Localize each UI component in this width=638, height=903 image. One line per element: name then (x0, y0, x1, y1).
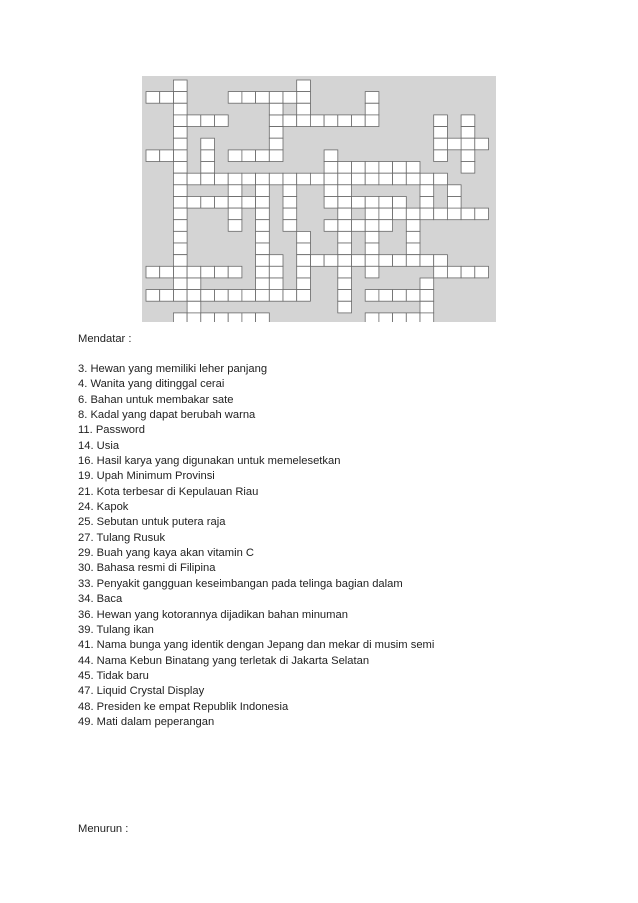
grid-cell (338, 255, 352, 267)
grid-cell (283, 197, 297, 209)
grid-cell (352, 220, 366, 232)
grid-cell (215, 173, 229, 185)
grid-cell (420, 290, 434, 302)
grid-cell (201, 115, 215, 127)
grid-cell (434, 255, 448, 267)
grid-cell (406, 290, 420, 302)
grid-cell (283, 290, 297, 302)
grid-cell (406, 231, 420, 243)
grid-cell (420, 313, 434, 322)
grid-cell (173, 313, 187, 322)
grid-cell (406, 243, 420, 255)
grid-cell (283, 208, 297, 220)
grid-cell (447, 208, 461, 220)
grid-cell (365, 231, 379, 243)
down-heading: Menurun : (78, 823, 129, 835)
grid-cell (269, 173, 283, 185)
grid-cell (187, 301, 201, 313)
across-clue-list (78, 362, 434, 730)
grid-cell (338, 185, 352, 197)
grid-cell (420, 197, 434, 209)
grid-cell (434, 138, 448, 150)
grid-cell (324, 197, 338, 209)
grid-cell (269, 103, 283, 115)
grid-cell (187, 266, 201, 278)
grid-cell (379, 290, 393, 302)
grid-cell (160, 266, 174, 278)
grid-cell (338, 290, 352, 302)
grid-cell (420, 208, 434, 220)
grid-cell (187, 197, 201, 209)
grid-cell (173, 255, 187, 267)
grid-cell (338, 173, 352, 185)
across-clue: 19. Upah Minimum Provinsi (78, 470, 215, 483)
grid-cell (173, 115, 187, 127)
grid-cell (228, 92, 242, 104)
grid-cell (324, 185, 338, 197)
grid-cell (173, 220, 187, 232)
across-clue: 49. Mati dalam peperangan (78, 715, 215, 728)
grid-cell (256, 173, 270, 185)
grid-cell (461, 127, 475, 139)
across-clue: 11. Password (78, 424, 145, 437)
grid-cell (352, 255, 366, 267)
grid-cell (338, 197, 352, 209)
grid-cell (283, 115, 297, 127)
grid-cell (310, 173, 324, 185)
grid-cell (338, 162, 352, 174)
grid-cell (283, 92, 297, 104)
grid-cell (201, 173, 215, 185)
grid-cell (146, 150, 160, 162)
grid-cell (256, 243, 270, 255)
grid-cell (475, 208, 489, 220)
grid-cell (324, 173, 338, 185)
across-heading: Mendatar : (78, 333, 132, 345)
grid-cell (228, 173, 242, 185)
grid-cell (324, 220, 338, 232)
grid-cell (173, 138, 187, 150)
grid-cell (173, 162, 187, 174)
grid-cell (365, 208, 379, 220)
grid-cell (365, 197, 379, 209)
grid-cell (406, 255, 420, 267)
grid-cell (269, 115, 283, 127)
grid-cell (187, 173, 201, 185)
across-clue: 3. Hewan yang memiliki leher panjang (78, 363, 268, 375)
grid-cell (228, 266, 242, 278)
grid-cell (338, 301, 352, 313)
grid-cell (269, 150, 283, 162)
grid-cell (146, 266, 160, 278)
grid-cell (420, 301, 434, 313)
grid-cell (228, 150, 242, 162)
grid-cell (352, 115, 366, 127)
across-clue: 14. Usia (78, 439, 120, 452)
grid-cell (420, 185, 434, 197)
grid-cell (173, 231, 187, 243)
grid-cell (324, 162, 338, 174)
grid-cell (447, 138, 461, 150)
grid-cell (338, 278, 352, 290)
grid-cell (461, 266, 475, 278)
grid-cell (269, 92, 283, 104)
grid-cell (434, 208, 448, 220)
grid-cell (338, 208, 352, 220)
across-clue: 34. Baca (78, 593, 123, 606)
grid-cell (434, 173, 448, 185)
grid-cell (256, 278, 270, 290)
grid-cell (338, 231, 352, 243)
grid-cell (420, 173, 434, 185)
grid-cell (393, 290, 407, 302)
grid-cell (242, 313, 256, 322)
grid-cell (256, 150, 270, 162)
grid-cell (256, 266, 270, 278)
across-clue: 41. Nama bunga yang identik dengan Jepang dan mekar di musim semi (78, 639, 435, 652)
grid-cell (447, 266, 461, 278)
grid-cell (365, 115, 379, 127)
across-clue: 29. Buah yang kaya akan vitamin C (78, 547, 254, 560)
grid-cell (379, 162, 393, 174)
across-clue: 47. Liquid Crystal Display (78, 685, 205, 698)
grid-cell (406, 162, 420, 174)
crossword-grid (142, 76, 496, 322)
grid-cell (187, 115, 201, 127)
across-clue: 6. Bahan untuk membakar sate (78, 393, 234, 406)
grid-cell (420, 278, 434, 290)
grid-cell (297, 231, 311, 243)
grid-cell (201, 197, 215, 209)
grid-cell (406, 220, 420, 232)
across-clue: 21. Kota terbesar di Kepulauan Riau (78, 485, 259, 498)
grid-cell (256, 208, 270, 220)
grid-cell (310, 255, 324, 267)
across-clue: 33. Penyakit gangguan keseimbangan pada telinga bagian dalam (78, 577, 403, 590)
grid-cell (297, 115, 311, 127)
grid-cell (201, 162, 215, 174)
grid-cell (173, 185, 187, 197)
grid-cell (228, 208, 242, 220)
across-clue: 30. Bahasa resmi di Filipina (78, 562, 216, 575)
grid-cell (352, 173, 366, 185)
grid-cell (201, 290, 215, 302)
grid-cell (173, 243, 187, 255)
across-clue: 45. Tidak baru (78, 669, 149, 682)
grid-cell (256, 313, 270, 322)
grid-cell (475, 266, 489, 278)
grid-cell (256, 255, 270, 267)
grid-cell (297, 173, 311, 185)
grid-cell (256, 197, 270, 209)
grid-cell (447, 197, 461, 209)
grid-cell (461, 162, 475, 174)
grid-cell (256, 92, 270, 104)
grid-cell (365, 243, 379, 255)
grid-cell (187, 313, 201, 322)
grid-cell (215, 290, 229, 302)
grid-cell (447, 185, 461, 197)
grid-cell (256, 220, 270, 232)
grid-cell (269, 255, 283, 267)
grid-cell (434, 127, 448, 139)
grid-cell (461, 115, 475, 127)
across-clue: 8. Kadal yang dapat berubah warna (78, 409, 256, 422)
grid-cell (338, 266, 352, 278)
grid-cell (173, 266, 187, 278)
grid-cell (269, 266, 283, 278)
grid-cell (283, 220, 297, 232)
grid-cell (352, 162, 366, 174)
grid-cell (173, 278, 187, 290)
grid-cell (201, 150, 215, 162)
grid-cell (420, 255, 434, 267)
grid-cell (146, 92, 160, 104)
grid-cell (338, 115, 352, 127)
grid-cell (242, 173, 256, 185)
grid-cell (160, 92, 174, 104)
grid-cell (269, 278, 283, 290)
grid-cell (406, 208, 420, 220)
grid-cell (187, 278, 201, 290)
across-clue: 27. Tulang Rusuk (78, 531, 166, 544)
grid-cell (297, 103, 311, 115)
grid-cell (173, 173, 187, 185)
grid-cell (173, 290, 187, 302)
grid-cell (269, 290, 283, 302)
grid-cell (173, 80, 187, 92)
grid-cell (324, 150, 338, 162)
across-clue: 44. Nama Kebun Binatang yang terletak di Jakarta Selatan (78, 654, 370, 667)
grid-cell (215, 197, 229, 209)
grid-cell (297, 290, 311, 302)
grid-cell (228, 290, 242, 302)
grid-cell (393, 162, 407, 174)
grid-cell (379, 173, 393, 185)
grid-cell (146, 290, 160, 302)
grid-cell (173, 208, 187, 220)
grid-cell (379, 255, 393, 267)
across-clue: 16. Hasil karya yang digunakan untuk memelesetkan (78, 455, 341, 468)
across-clue: 4. Wanita yang ditinggal cerai (78, 378, 225, 391)
grid-cell (338, 243, 352, 255)
grid-cell (475, 138, 489, 150)
grid-cell (228, 197, 242, 209)
grid-cell (242, 290, 256, 302)
grid-cell (242, 150, 256, 162)
grid-cell (406, 313, 420, 322)
grid-cell (173, 103, 187, 115)
grid-cell (310, 115, 324, 127)
grid-cell (365, 103, 379, 115)
grid-cell (173, 92, 187, 104)
grid-cell (434, 150, 448, 162)
grid-cell (365, 266, 379, 278)
grid-cell (379, 208, 393, 220)
grid-cell (365, 290, 379, 302)
grid-cell (352, 197, 366, 209)
across-clue: 36. Hewan yang kotorannya dijadikan bahan minuman (78, 608, 348, 621)
across-clue: 24. Kapok (78, 501, 129, 514)
grid-cell (297, 80, 311, 92)
grid-cell (393, 255, 407, 267)
grid-cell (297, 266, 311, 278)
grid-cell (228, 313, 242, 322)
grid-cell (406, 173, 420, 185)
grid-cell (297, 92, 311, 104)
grid-cell (160, 150, 174, 162)
across-clue: 48. Presiden ke empat Republik Indonesia (78, 700, 289, 713)
grid-cell (393, 197, 407, 209)
grid-cell (461, 208, 475, 220)
grid-cell (215, 313, 229, 322)
grid-cell (256, 185, 270, 197)
grid-cell (393, 313, 407, 322)
grid-cell (338, 220, 352, 232)
grid-cell (173, 197, 187, 209)
grid-cell (201, 138, 215, 150)
grid-cell (269, 138, 283, 150)
grid-cell (242, 197, 256, 209)
grid-cell (283, 173, 297, 185)
grid-cell (201, 313, 215, 322)
grid-cell (215, 266, 229, 278)
grid-cell (228, 185, 242, 197)
grid-cell (160, 290, 174, 302)
grid-cell (187, 290, 201, 302)
grid-cell (365, 255, 379, 267)
grid-cell (256, 231, 270, 243)
grid-cell (297, 243, 311, 255)
grid-cell (256, 290, 270, 302)
grid-cell (461, 150, 475, 162)
grid-cell (379, 197, 393, 209)
across-clue: 39. Tulang ikan (78, 623, 154, 636)
across-clue: 25. Sebutan untuk putera raja (78, 516, 226, 529)
grid-cell (324, 115, 338, 127)
grid-cell (173, 127, 187, 139)
grid-cell (297, 278, 311, 290)
grid-cell (201, 266, 215, 278)
grid-cell (365, 173, 379, 185)
grid-cell (393, 208, 407, 220)
grid-cell (173, 150, 187, 162)
grid-cell (242, 92, 256, 104)
grid-cell (379, 313, 393, 322)
grid-cell (215, 115, 229, 127)
grid-cell (365, 220, 379, 232)
grid-cell (393, 173, 407, 185)
grid-cell (324, 255, 338, 267)
grid-cell (365, 92, 379, 104)
grid-cell (379, 220, 393, 232)
grid-cell (297, 255, 311, 267)
grid-cell (269, 127, 283, 139)
grid-cell (365, 313, 379, 322)
grid-cell (228, 220, 242, 232)
grid-cell (434, 115, 448, 127)
grid-cell (461, 138, 475, 150)
grid-cell (434, 266, 448, 278)
grid-cell (283, 185, 297, 197)
grid-cell (365, 162, 379, 174)
